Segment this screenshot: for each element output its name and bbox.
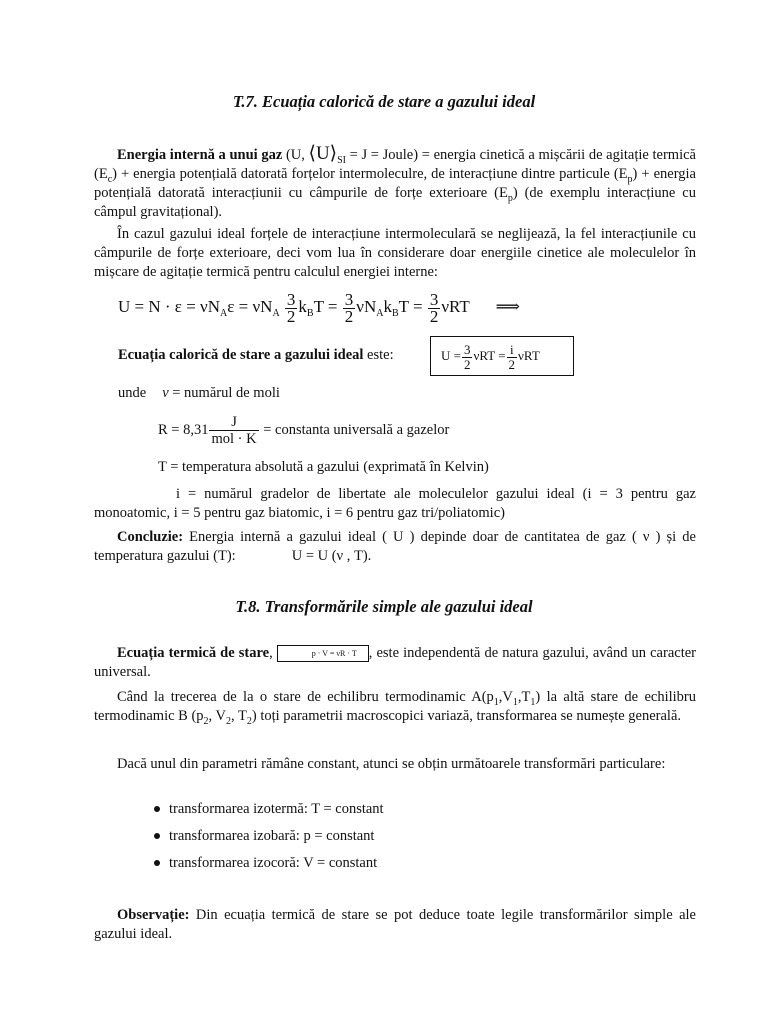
list-item: transformarea izocoră: V = constant [154, 854, 377, 873]
conclusion-equation: U = U (ν , T). [291, 548, 372, 564]
paragraph-conclusion: Concluzie: Energia internă a gazului ideal ( U ) depinde doar de cantitatea de gaz ( ν ) și de temperatura gazului (T): U = U (ν , T). [94, 529, 696, 564]
paragraph-ideal-gas: În cazul gazului ideal forțele de interacțiune intermoleculară se neglijează, la fel interacțiunile cu câmpurile de forțe exterioare, deci vom lua în considerare doar energiile cinetice ale moleculelor în mișcare de agitație termică pentru calculul energiei interne: [94, 226, 696, 280]
section-title-t7: T.7. Ecuația calorică de stare a gazului ideal [232, 92, 536, 111]
fraction-three-halves: $\frac{3}{2}$ [429, 289, 439, 326]
boxed-caloric-equation: U = $\frac{3}{2}$ νRT = $\frac{i}{2}$ νRT [430, 336, 574, 376]
list-item: transformarea izobară: p = constant [154, 827, 374, 846]
caloric-equation-label: Ecuația calorică de stare a gazului ideal este: [118, 347, 394, 363]
paragraph-particular-transformations: Dacă unul din parametri rămâne constant, atunci se obțin următoarele transformări particulare: [117, 756, 666, 772]
definition-degrees-of-freedom: i = numărul gradelor de libertate ale moleculelor gazului ideal (i = 3 pentru gaz monoatomic, i = 5 pentru gaz biatomic, i = 6 pentru gaz tri/poliatomic) [94, 486, 696, 521]
fraction-three-halves: $\frac{3}{2}$ [344, 289, 354, 326]
paragraph-internal-energy: Energia internă a unui gaz (U, $⟨U⟩_{SI} = J$ = Joule) = energia cinetică a mișcării de agitație termică $(E_c)$ + energia potențială datorată forțelor intermoleculre, de interacțiune dintre particule $(E_p)$ + energia potențială datorată interacțiunii cu câmpurile de forțe exterioare $(E_p)$ (de exemplu interacțiune cu câmpul gravitațional). [94, 143, 696, 220]
term-internal-energy: Energia internă a unui gaz [117, 147, 283, 163]
bullet-icon [154, 806, 160, 812]
paragraph-observation: Observație: Din ecuația termică de stare se pot deduce toate legile transformărilor simple ale gazului ideal. [94, 907, 696, 942]
paragraph-general-transformation: Când la trecerea de la o stare de echilibru termodinamic $A(p_1,V_1,T_1)$ la altă stare de echilibru termodinamic B ($p_2$, $V_2$, $T_2$) toți parametrii macroscopici variază, transformarea se numește generală. [94, 689, 696, 727]
bullet-icon [154, 860, 160, 866]
boxed-thermal-equation: p · V = νR · T [277, 645, 369, 662]
definition-moles: unde ν = numărul de moli [118, 385, 280, 401]
section-title-t8: T.8. Transformările simple ale gazului ideal [235, 597, 533, 616]
equation-internal-energy: $U = N \cdot \varepsilon = \nu N_A\varepsilon = \nu N_A$ $\frac{3}{2}$ $k_BT$ = $\frac{3}{2}$ $\nu N_Ak_BT$ = $\frac{3}{2}$ νRT ⟹ [118, 289, 521, 326]
list-item: transformarea izotermă: T = constant [154, 800, 384, 819]
bullet-icon [154, 833, 160, 839]
unit-bracket: ⟨U⟩ [308, 143, 338, 164]
fraction-three-halves: $\frac{3}{2}$ [286, 289, 296, 326]
definition-temperature: T = temperatura absolută a gazului (exprimată în Kelvin) [158, 459, 489, 475]
paragraph-thermal-equation: Ecuația termică de stare, p · V = νR · T , este independentă de natura gazului, având un caracter universal. [94, 645, 696, 680]
implies-arrow: ⟹ [495, 297, 521, 316]
definition-gas-constant: R = 8,31 $\frac{J}{\text{mol · K}}$ = constanta universală a gazelor [158, 414, 450, 448]
